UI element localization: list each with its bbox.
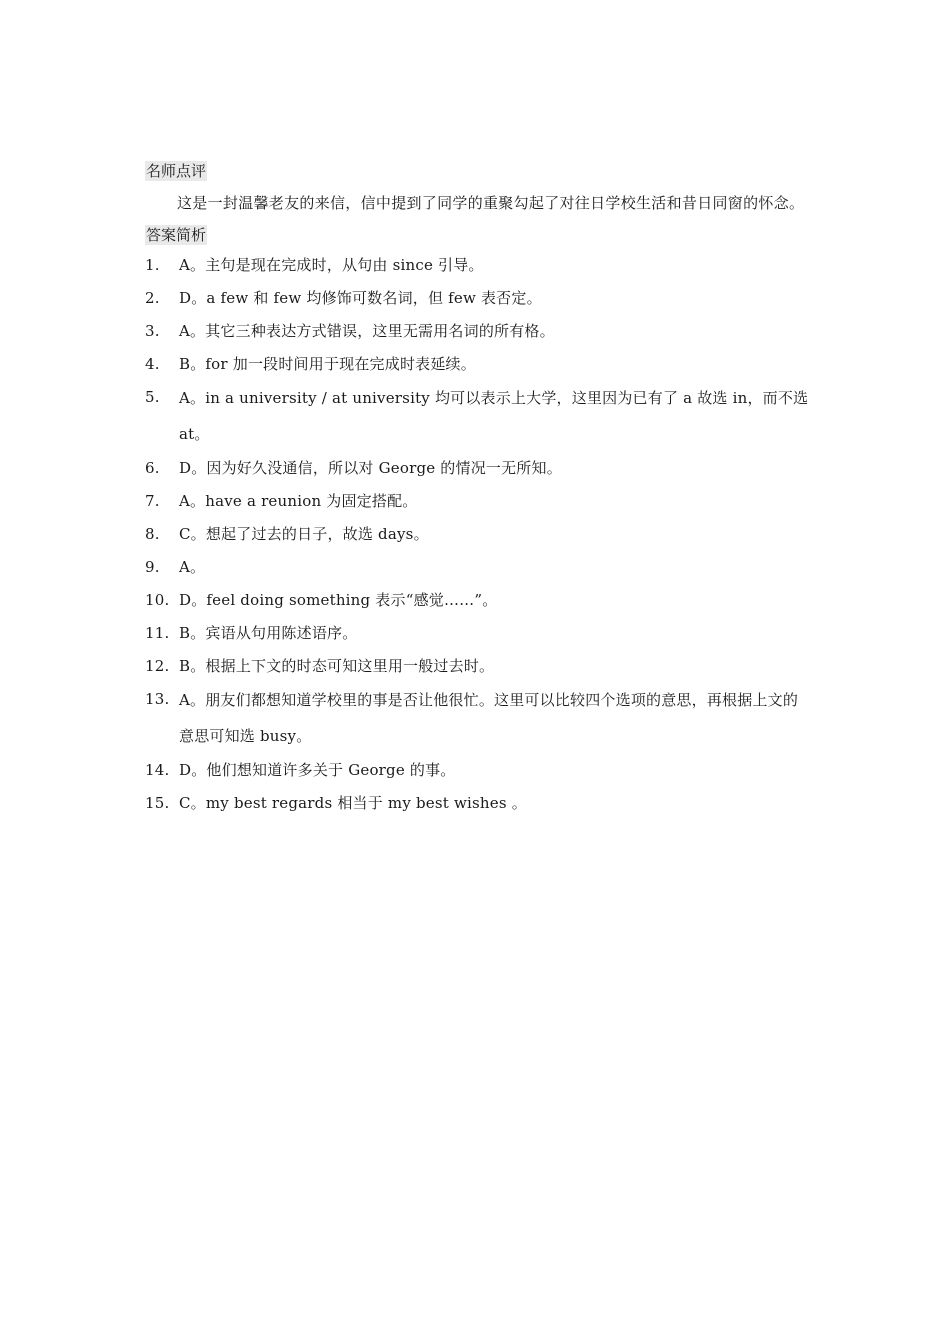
answer-list: [145, 249, 810, 820]
answer-item: [145, 617, 810, 650]
answer-item: [145, 754, 810, 787]
answers-heading-wrap: [145, 221, 810, 249]
commentary-heading-wrap: [145, 157, 810, 185]
answer-number: 2.: [145, 289, 160, 307]
answer-number: 3.: [145, 322, 160, 340]
answer-number: 12.: [145, 657, 170, 675]
commentary-paragraph: 这是一封温馨老友的来信，信中提到了同学的重聚勾起了对往日学校生活和昔日同窗的怀念。: [177, 194, 805, 212]
answer-item: [145, 282, 810, 315]
answer-number: 13.: [145, 690, 170, 708]
answer-text: B。宾语从句用陈述语序。: [179, 624, 358, 642]
answer-text: A。in a university / at university 均可以表示上大学，这里因为已有了 a 故选 in，而不选 at。: [179, 389, 809, 443]
answer-number: 1.: [145, 256, 160, 274]
answer-item: [145, 315, 810, 348]
answer-number: 7.: [145, 492, 160, 510]
commentary-heading: 名师点评: [146, 162, 207, 180]
answer-text: B。根据上下文的时态可知这里用一般过去时。: [179, 657, 495, 675]
answer-number: 14.: [145, 761, 170, 779]
answer-item: [145, 551, 810, 584]
answer-number: 5.: [145, 388, 160, 406]
answer-item: [145, 518, 810, 551]
answer-item: [145, 249, 810, 282]
answers-heading: 答案简析: [146, 226, 207, 244]
answer-item: [145, 381, 810, 452]
answer-item: [145, 348, 810, 381]
answer-text: D。feel doing something 表示“感觉……”。: [179, 591, 498, 609]
answer-number: 11.: [145, 624, 170, 642]
answer-text: C。my best regards 相当于 my best wishes 。: [179, 794, 527, 812]
answer-text: D。因为好久没通信，所以对 George 的情况一无所知。: [179, 459, 562, 477]
answer-number: 10.: [145, 591, 170, 609]
answer-text: A。have a reunion 为固定搭配。: [179, 492, 418, 510]
answer-text: B。for 加一段时间用于现在完成时表延续。: [179, 355, 476, 373]
answer-item: [145, 650, 810, 683]
answer-text: A。主句是现在完成时，从句由 since 引导。: [179, 256, 484, 274]
answer-item: [145, 485, 810, 518]
answer-text: D。他们想知道许多关于 George 的事。: [179, 761, 456, 779]
answer-text: D。a few 和 few 均修饰可数名词，但 few 表否定。: [179, 289, 542, 307]
answer-text: A。其它三种表达方式错误，这里无需用名词的所有格。: [179, 322, 555, 340]
answer-item: [145, 452, 810, 485]
answer-text: A。: [179, 558, 206, 576]
document-content: [145, 157, 810, 820]
answer-number: 8.: [145, 525, 160, 543]
answer-text: A。朋友们都想知道学校里的事是否让他很忙。这里可以比较四个选项的意思，再根据上文的意思可知选 busy。: [179, 691, 799, 745]
answer-item: [145, 787, 810, 820]
answer-number: 15.: [145, 794, 170, 812]
answer-number: 6.: [145, 459, 160, 477]
answer-text: C。想起了过去的日子，故选 days。: [179, 525, 429, 543]
answer-item: [145, 584, 810, 617]
answer-number: 4.: [145, 355, 160, 373]
answer-item: [145, 683, 810, 754]
answer-number: 9.: [145, 558, 160, 576]
